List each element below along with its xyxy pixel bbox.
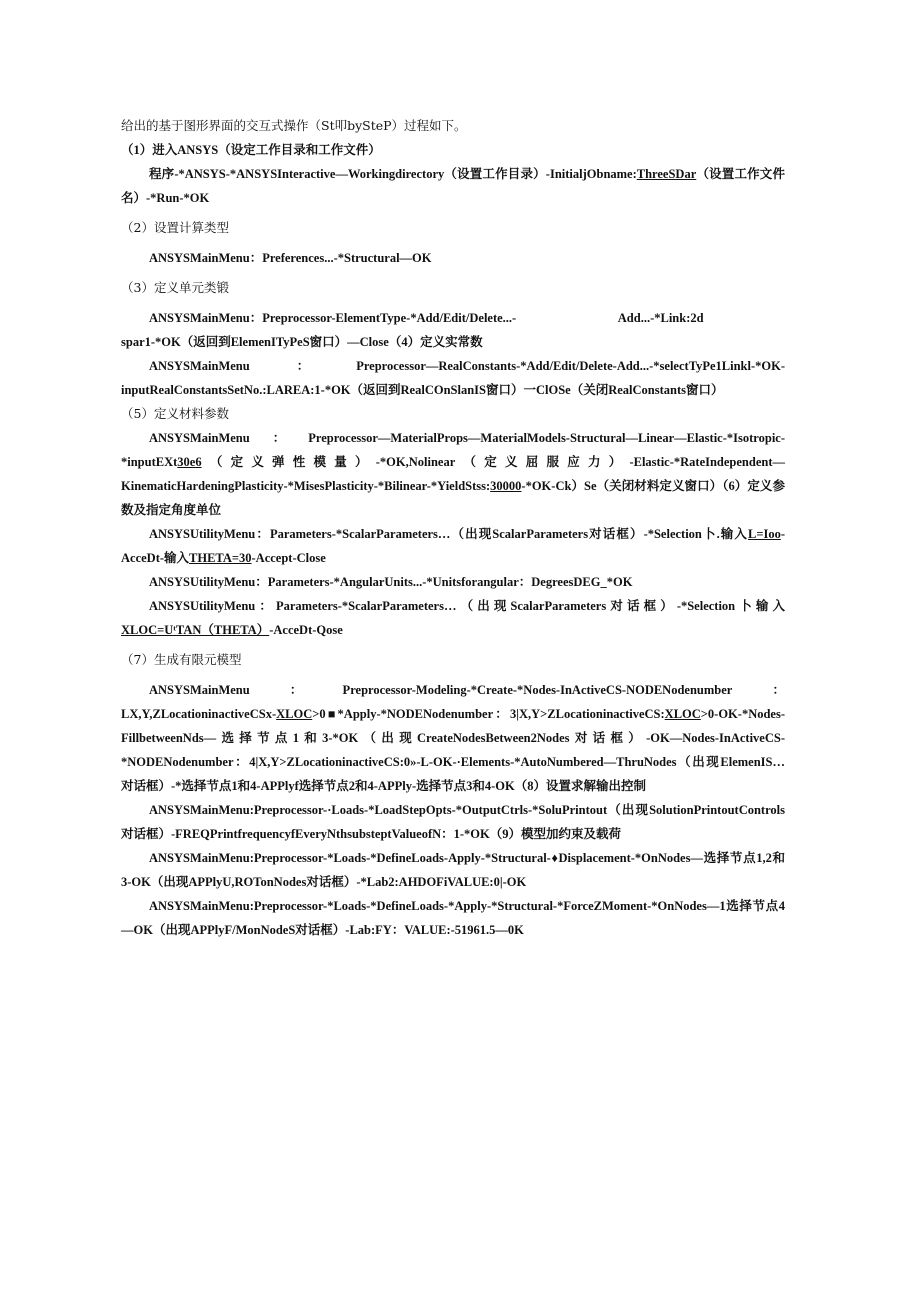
section-7-steps-c: >0-OK-*Nodes-FillbetweenNds—选择节点1和3-*OK（出现CreateNodesBetween2Nodes对话框）-OK—Nodes-InActiveCS-*NODENodenumber：4|X,Y>ZLocationinactiveCS:0»-L-OK-·Elements-*AutoNumbered—ThruNodes（出现ElemenIS…对话框）-*选择节点1和4-APPlyf选择节点2和4-APPly-选择节点3和4-OK（8）设置求解输出控制 xyxy=(121,707,785,793)
elastic-modulus-value: 30e6 xyxy=(177,455,202,469)
section-5-steps xyxy=(121,426,785,522)
section-6-step-2: ANSYSUtilityMenu：Parameters-*AngularUnits...-*Unitsforangular：DegreesDEG_*OK xyxy=(149,575,633,589)
section-6-step-3-b: -AcceDt-Qose xyxy=(269,623,343,637)
xloc-param: XLOC=UᵗTAN（THETA） xyxy=(121,623,270,637)
section-1-steps xyxy=(121,162,785,210)
xloc-ref-1: XLOC xyxy=(276,707,313,721)
theta-param: THETA=30 xyxy=(189,551,252,565)
section-6-step-3-a: ANSYSUtilityMenu：Parameters-*ScalarParameters…（出现ScalarParameters对话框）-*Selection卜输入 xyxy=(149,599,785,613)
section-2-heading: （2）设置计算类型 xyxy=(121,220,229,235)
section-6-step-3 xyxy=(121,594,785,642)
section-3-steps-cont: spar1-*OK（返回到ElemenITyPeS窗口）—Close（4）定义实常数 xyxy=(121,335,483,349)
section-5-steps-a: ANSYSMainMenu：Preprocessor—MaterialProps—MaterialModels-Structural—Linear—Elastic-*Isotropic-*inputEXt xyxy=(121,431,785,469)
section-1-heading xyxy=(121,138,785,162)
section-7-heading: （7）生成有限元模型 xyxy=(121,652,242,667)
section-3-steps-b: Add...-*Link:2d xyxy=(617,311,704,325)
section-6-step-1-c: -Accept-Close xyxy=(251,551,326,565)
section-5-steps-c: -*OK-Ck）Se（关闭材料定义窗口）（6）定义参数及指定角度单位 xyxy=(121,479,785,517)
section-1-steps-end: （设置工作文件名）-*Run-*OK xyxy=(121,167,785,205)
section-1-heading-text: （1）进入ANSYS（设定工作目录和工作文件） xyxy=(121,143,381,157)
length-param: L=Ioo xyxy=(748,527,781,541)
section-1-steps-text: 程序-*ANSYS-*ANSYSInteractive—Workingdirectory（设置工作目录）-InitialjObname: xyxy=(149,167,637,181)
section-6-step-1-a: ANSYSUtilityMenu：Parameters-*ScalarParameters…（出现ScalarParameters对话框）-*Selection卜.输入 xyxy=(149,527,748,541)
section-3-heading: （3）定义单元类锻 xyxy=(121,280,229,295)
section-7-steps-a: ANSYSMainMenu：Preprocessor-Modeling-*Create-*Nodes-InActiveCS-NODENodenumber：LX,Y,ZLocationinactiveCSx- xyxy=(121,683,785,721)
yield-stress-value: 30000 xyxy=(490,479,522,493)
section-5-steps-b: （定义弹性模量）-*OK,Nolinear（定义屈服应力）-Elastic-*RateIndependent—KinematicHardeningPlasticity-*MisesPlasticity-*Bilinear-*YieldStss: xyxy=(121,455,785,493)
document-page xyxy=(121,114,785,942)
section-9-step-2: ANSYSMainMenu:Preprocessor-*Loads-*DefineLoads-*Apply-*Structural-*ForceZMoment-*OnNodes—1选择节点4—OK（出现APPlyF/MonNodeS对话框）-Lab:FY：VALUE:-51961.5—0K xyxy=(121,899,785,937)
section-4-steps: ANSYSMainMenu：Preprocessor—RealConstants-*Add/Edit/Delete-Add...-*selectTyPe1Linkl-*OK-inputRealConstantsSetNo.:LAREA:1-*OK（返回到RealCOnSlanIS窗口）一ClOSe（关闭RealConstants窗口） xyxy=(121,359,785,397)
section-6-step-1 xyxy=(121,522,785,570)
section-3-steps xyxy=(121,306,785,330)
section-7-steps-b: >0■*Apply-*NODENodenumber：3|X,Y>ZLocationinactiveCS: xyxy=(312,707,665,721)
jobname-value: ThreeSDar xyxy=(636,167,697,181)
section-7-steps xyxy=(121,678,785,798)
section-3-steps-a: ANSYSMainMenu：Preprocessor-ElementType-*Add/Edit/Delete...- xyxy=(149,311,517,325)
xloc-ref-2: XLOC xyxy=(664,707,701,721)
intro-paragraph: 给出的基于图形界面的交互式操作（St叩bySteP）过程如下。 xyxy=(121,118,467,133)
section-8-steps: ANSYSMainMenu:Preprocessor-·Loads-*LoadStepOpts-*OutputCtrls-*SoluPrintout（出现SolutionPrintoutControls对话框）-FREQPrintfrequencyfEveryNthsubsteptValueofN：1-*OK（9）模型加约束及载荷 xyxy=(121,803,785,841)
section-2-steps: ANSYSMainMenu：Preferences...-*Structural—OK xyxy=(149,251,432,265)
section-6-step-1-b: -AcceDt-输入 xyxy=(121,527,785,565)
section-9-step-1: ANSYSMainMenu:Preprocessor-*Loads-*DefineLoads-Apply-*Structural-♦Displacement-*OnNodes—选择节点1,2和3-OK（出现APPlyU,ROTonNodes对话框）-*Lab2:AHDOFiVALUE:0|-OK xyxy=(121,851,785,889)
section-5-heading: （5）定义材料参数 xyxy=(121,406,229,421)
